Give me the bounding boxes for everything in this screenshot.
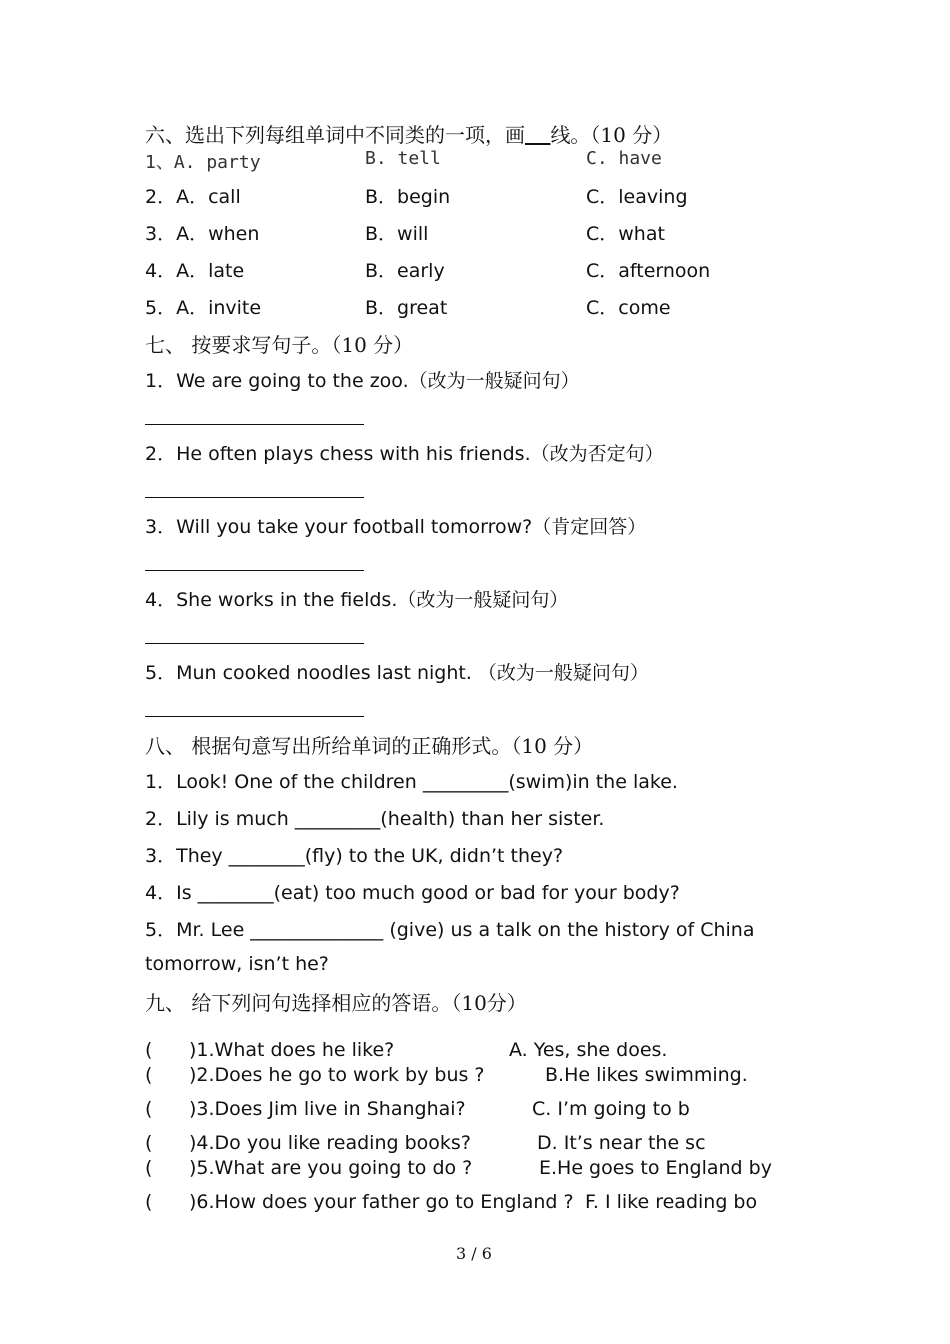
s9-row-2-question: )2.Does he go to work by bus ?: [189, 1064, 485, 1086]
s9-row-6-question: )6.How does your father go to England ?: [189, 1191, 574, 1213]
s7-question-2: 2．He often plays chess with his friends.（改为否定句）: [145, 443, 664, 465]
s7-question-5: 5．Mun cooked noodles last night. （改为一般疑问句）: [145, 662, 649, 684]
s6-row2-b: B．begin: [365, 186, 451, 208]
page-number: 3 / 6: [456, 1244, 492, 1263]
s9-row-1-paren[interactable]: (: [145, 1039, 153, 1061]
s9-row-4-answer: D. It’s near the sc: [537, 1132, 706, 1154]
section-7-title: 七、 按要求写句子。（10 分）: [145, 333, 414, 357]
s6-row4-b: B．early: [365, 260, 445, 282]
s9-row-3-answer: C. I’m going to b: [532, 1098, 690, 1120]
s9-row-2-paren[interactable]: (: [145, 1064, 153, 1086]
s7-answer-line-3[interactable]: [145, 570, 364, 571]
section-6-title-part-a: 六、选出下列每组单词中不同类的一项，画: [145, 123, 525, 147]
section-8-title: 八、 根据句意写出所给单词的正确形式。（10 分）: [145, 734, 594, 758]
s8-question-4: 4．Is ________(eat) too much good or bad for your body?: [145, 882, 680, 904]
s7-answer-line-2[interactable]: [145, 497, 364, 498]
s9-row-3-question: )3.Does Jim live in Shanghai?: [189, 1098, 466, 1120]
s7-question-3: 3．Will you take your football tomorrow?（肯定回答）: [145, 516, 647, 538]
s6-row2-c: C．leaving: [586, 186, 688, 208]
s9-row-1-answer: A. Yes, she does.: [509, 1039, 668, 1061]
s7-answer-line-1[interactable]: [145, 424, 364, 425]
s8-question-5-line-1: 5．Mr. Lee ______________ (give) us a talk on the history of China: [145, 919, 755, 941]
s9-row-2-answer: B.He likes swimming.: [545, 1064, 748, 1086]
s7-answer-line-5[interactable]: [145, 716, 364, 717]
underline-blank: [525, 123, 550, 147]
s9-row-5-answer: E.He goes to England by: [539, 1157, 772, 1179]
s6-row1-b: B. tell: [365, 148, 441, 169]
section-6-title-part-b: 线。（10 分）: [550, 123, 673, 147]
s6-row4-c: C．afternoon: [586, 260, 711, 282]
s9-row-6-paren[interactable]: (: [145, 1191, 153, 1213]
s6-row1-a: 1、A. party: [145, 152, 261, 173]
s6-row3-a: 3．A．when: [145, 223, 260, 245]
s6-row4-a: 4．A．late: [145, 260, 245, 282]
section-6-title: [145, 119, 672, 148]
s7-question-4: 4．She works in the fields.（改为一般疑问句）: [145, 589, 569, 611]
s8-question-5-line-2: tomorrow, isn’t he?: [145, 953, 329, 975]
s6-row5-a: 5．A．invite: [145, 297, 262, 319]
s9-row-6-answer: F. I like reading bo: [585, 1191, 758, 1213]
s9-row-5-question: )5.What are you going to do ?: [189, 1157, 473, 1179]
s6-row3-b: B．will: [365, 223, 429, 245]
section-9-title: 九、 给下列问句选择相应的答语。（10分）: [145, 991, 527, 1015]
s9-row-5-paren[interactable]: (: [145, 1157, 153, 1179]
s6-row2-a: 2．A．call: [145, 186, 241, 208]
s9-row-4-paren[interactable]: (: [145, 1132, 153, 1154]
s8-question-2: 2．Lily is much _________(health) than her sister.: [145, 808, 605, 830]
s9-row-4-question: )4.Do you like reading books?: [189, 1132, 471, 1154]
s6-row5-c: C．come: [586, 297, 671, 319]
s8-question-1: 1．Look! One of the children _________(swim)in the lake.: [145, 771, 678, 793]
s6-row3-c: C．what: [586, 223, 665, 245]
s9-row-3-paren[interactable]: (: [145, 1098, 153, 1120]
s7-question-1: 1．We are going to the zoo.（改为一般疑问句）: [145, 370, 580, 392]
s6-row5-b: B．great: [365, 297, 448, 319]
s7-answer-line-4[interactable]: [145, 643, 364, 644]
s6-row1-c: C. have: [586, 148, 662, 169]
s8-question-3: 3．They ________(fly) to the UK, didn’t they?: [145, 845, 564, 867]
s9-row-1-question: )1.What does he like?: [189, 1039, 395, 1061]
